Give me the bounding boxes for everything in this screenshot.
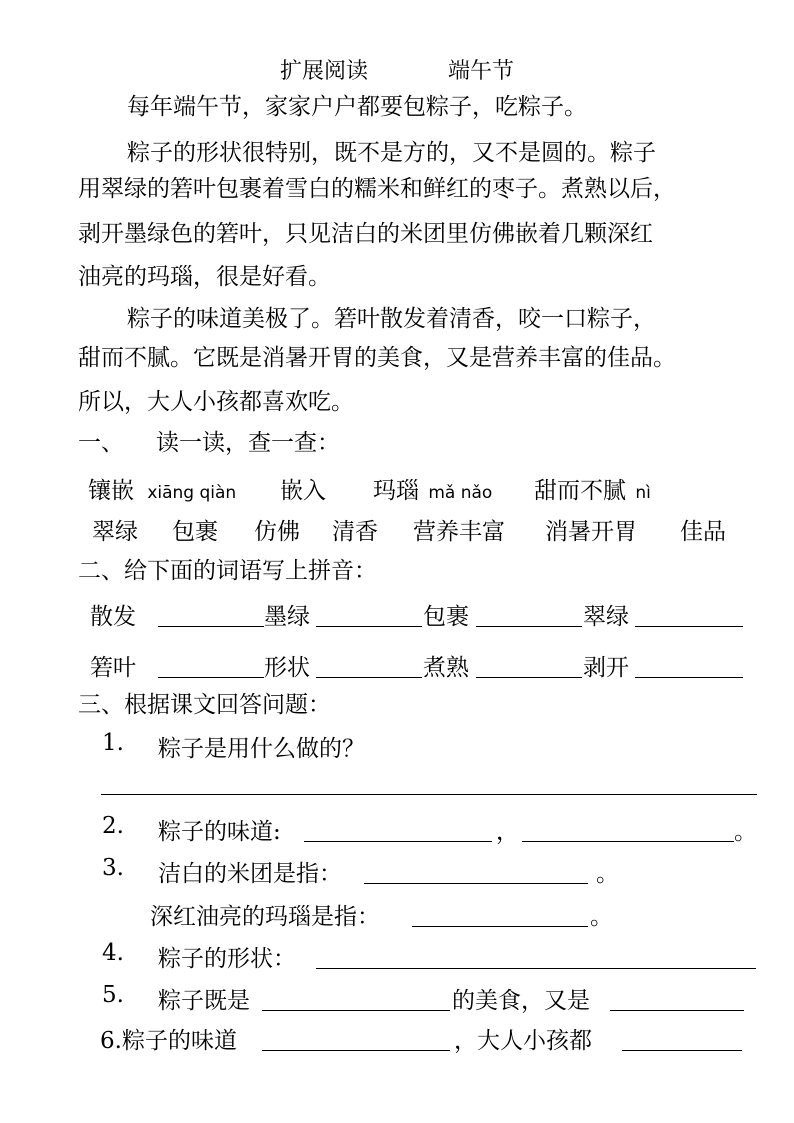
answer-blank-q3b[interactable] [412, 904, 588, 927]
answer-line-q1[interactable] [101, 794, 757, 795]
answer-blank-q2b[interactable] [522, 819, 734, 842]
question-4-text: 粽子的形状： [158, 946, 296, 972]
title-right: 端午节 [448, 59, 515, 84]
word-cuilv: 翠绿 [92, 519, 138, 545]
answer-blank-q5b[interactable] [610, 988, 744, 1011]
paragraph-line-1: 每年端午节，家家户户都要包粽子，吃粽子。 [127, 94, 587, 120]
word-xiaoshukaiwei: 消暑开胃 [545, 519, 637, 545]
question-5-number: 5. [102, 982, 124, 1008]
question-6-text: 6.粽子的味道 [100, 1028, 237, 1054]
question-6 [100, 1022, 760, 1056]
pinyin-blank-cuilv[interactable] [635, 604, 743, 627]
question-1 [102, 730, 762, 764]
answer-blank-q4[interactable] [316, 946, 756, 969]
paragraph-line-4: 剥开墨绿色的箬叶，只见洁白的米团里仿佛嵌着几颗深红 [78, 221, 653, 247]
word-xiangqian: 镶嵌 xiāng qiàn [88, 478, 237, 504]
section1-number: 一、 [78, 430, 124, 456]
question-3-text: 洁白的米团是指： [158, 861, 342, 887]
paragraph-line-8: 所以，大人小孩都喜欢吃。 [78, 389, 354, 415]
section3-heading: 三、根据课文回答问题： [78, 692, 331, 718]
section2-row2 [90, 649, 750, 683]
pinyin-blank-bokai[interactable] [635, 655, 743, 678]
section2-row1 [90, 598, 750, 632]
pinyin-blank-zhushu[interactable] [476, 655, 582, 678]
page-title [0, 54, 794, 85]
question-1-text: 粽子是用什么做的？ [158, 736, 365, 762]
answer-blank-q6a[interactable] [262, 1028, 450, 1051]
word-qingxiang: 清香 [332, 519, 378, 545]
question-2-separator: ， [496, 819, 519, 845]
paragraph-line-6: 粽子的味道美极了。箬叶散发着清香，咬一口粽子， [127, 306, 656, 332]
pinyin-blank-molv[interactable] [316, 604, 422, 627]
pinyin-word-baoguo: 包裹 [423, 604, 469, 630]
question-6-middle: ，大人小孩都 [454, 1028, 592, 1054]
word-yingyangfengfu: 营养丰富 [413, 519, 505, 545]
answer-blank-q6b[interactable] [622, 1028, 742, 1051]
question-1-number: 1. [102, 730, 124, 756]
pinyin-word-bokai: 剥开 [583, 655, 629, 681]
word-manao: 玛瑙 mǎ nǎo [373, 478, 493, 504]
question-2-end: 。 [734, 819, 757, 845]
question-3b-text: 深红油亮的玛瑙是指： [150, 904, 380, 930]
pinyin-blank-baoguo[interactable] [476, 604, 582, 627]
section1-heading-text: 读一读，查一查： [156, 430, 340, 456]
answer-blank-q3[interactable] [364, 861, 588, 884]
pinyin-word-molv: 墨绿 [264, 604, 310, 630]
paragraph-line-2: 粽子的形状很特别，既不是方的，又不是圆的。粽子 [127, 140, 656, 166]
pinyin-word-cuilv: 翠绿 [583, 604, 629, 630]
question-3b [150, 898, 770, 932]
word-fangfu: 仿佛 [254, 519, 300, 545]
question-3-end: 。 [596, 861, 619, 887]
word-baoguo: 包裹 [172, 519, 218, 545]
word-qianru: 嵌入 [280, 478, 326, 504]
question-3-number: 3. [102, 855, 124, 881]
pinyin-blank-ruoye[interactable] [158, 655, 264, 678]
pinyin-word-sanfa: 散发 [90, 604, 136, 630]
question-5 [102, 982, 762, 1016]
paragraph-line-3: 用翠绿的箬叶包裹着雪白的糯米和鲜红的枣子。煮熟以后， [78, 176, 676, 202]
pinyin-blank-xingzhuang[interactable] [316, 655, 422, 678]
question-2 [102, 813, 762, 847]
question-3 [102, 855, 762, 889]
pinyin-word-xingzhuang: 形状 [264, 655, 310, 681]
answer-blank-q2a[interactable] [304, 819, 492, 842]
word-jiapin: 佳品 [680, 519, 726, 545]
pinyin-word-ruoye: 箬叶 [90, 655, 136, 681]
section1-heading [78, 428, 340, 458]
section2-heading: 二、给下面的词语写上拼音： [78, 558, 377, 584]
word-tianerbuni: 甜而不腻 nì [534, 478, 651, 504]
section1-row1 [88, 472, 768, 506]
question-4-number: 4. [102, 940, 124, 966]
paragraph-line-5: 油亮的玛瑙，很是好看。 [78, 264, 331, 290]
question-4 [102, 940, 762, 974]
section1-row2 [92, 513, 772, 547]
pinyin-blank-sanfa[interactable] [158, 604, 264, 627]
answer-blank-q5a[interactable] [262, 988, 450, 1011]
question-3b-end: 。 [590, 904, 613, 930]
question-2-number: 2. [102, 813, 124, 839]
pinyin-word-zhushu: 煮熟 [423, 655, 469, 681]
question-5-text: 粽子既是 [158, 988, 250, 1014]
title-left: 扩展阅读 [279, 59, 368, 84]
paragraph-line-7: 甜而不腻。它既是消暑开胃的美食，又是营养丰富的佳品。 [78, 345, 676, 371]
question-2-text: 粽子的味道: [158, 819, 281, 845]
question-5-middle: 的美食，又是 [452, 988, 590, 1014]
